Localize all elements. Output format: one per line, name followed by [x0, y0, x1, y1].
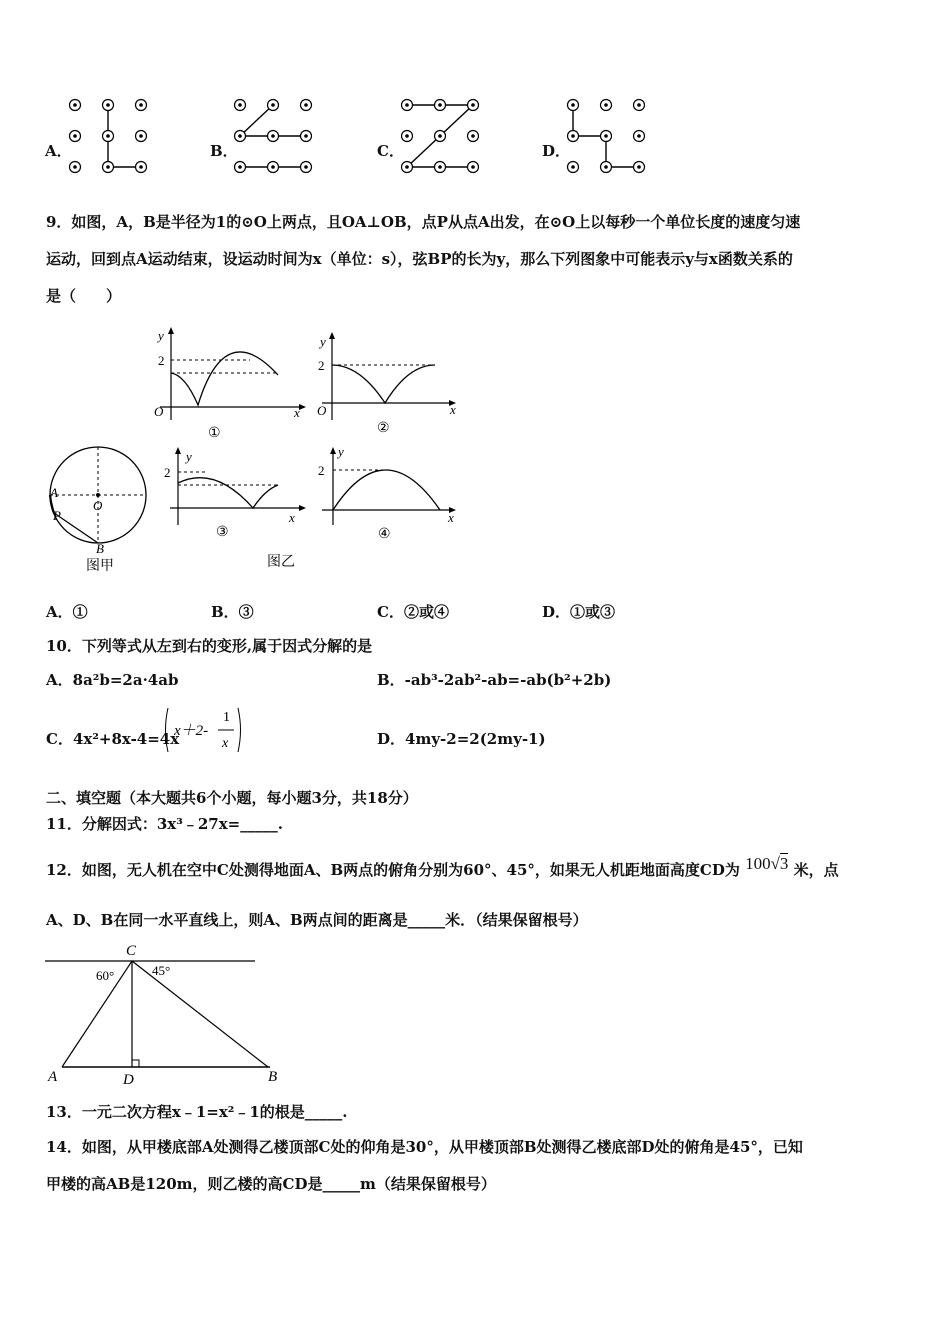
q9-line1: 9．如图，A，B是半径为1的⊙O上两点，且OA⊥OB，点P从点A出发，在⊙O上以每秒一个单位长度的速度匀速 [46, 213, 801, 231]
grid-dot-center [571, 134, 575, 138]
q12-line1b: 米，点 [793, 861, 839, 879]
g4-y-label: y [338, 444, 344, 459]
graph-2 [317, 332, 456, 436]
g3-y-label: y [186, 449, 192, 464]
caption-left: 图甲 [86, 559, 114, 574]
g2-origin: O [317, 403, 327, 418]
graph-4 [267, 444, 456, 570]
grid-dot-center [73, 165, 77, 169]
dot-grid-line [240, 105, 273, 136]
q13: 13．一元二次方程x﹣1=x²﹣1的根是_____. [46, 1103, 348, 1121]
q10-c-paren-text: x＋2- [174, 723, 209, 739]
grid-dot-center [438, 103, 442, 107]
grid-dot-center [571, 165, 575, 169]
q8-label-c: C． [377, 142, 404, 160]
grid-dot-center [304, 134, 308, 138]
grid-dot-center [271, 134, 275, 138]
g1-label: ① [208, 426, 221, 441]
q12-line2: A、D、B在同一水平直线上，则A、B两点间的距离是_____米．（结果保留根号） [46, 911, 588, 929]
q11: 11．分解因式：3x³﹣27x=_____. [46, 815, 283, 833]
graph-1 [154, 327, 306, 441]
g1-x-label: x [294, 405, 300, 420]
grid-dot-center [571, 103, 575, 107]
circle-figure [49, 447, 146, 574]
graph-3 [164, 447, 306, 540]
g2-label: ② [377, 421, 390, 436]
grid-dot-center [604, 165, 608, 169]
q8-options [40, 90, 680, 190]
q12-line1a: 12．如图，无人机在空中C处测得地面A、B两点的俯角分别为60°、45°，如果无人机距地面高度CD为 [46, 861, 740, 879]
grid-dot-center [106, 103, 110, 107]
g4-tick-2: 2 [318, 463, 325, 478]
q8-dot-grids [40, 90, 680, 190]
grid-dot-center [405, 165, 409, 169]
q10-c-denominator: x [222, 736, 229, 751]
grid-dot-center [471, 165, 475, 169]
q10-option-b: B．-ab³-2ab²-ab=-ab(b²+2b) [377, 671, 612, 689]
circle-label-o: O [93, 498, 103, 513]
q9-option-d: D．①或③ [542, 603, 616, 621]
grid-dot-center [238, 134, 242, 138]
q10-c-numerator: 1 [223, 710, 230, 725]
sqrt-sign: √ [770, 854, 780, 873]
grid-dot-center [637, 165, 641, 169]
grid-dot-center [271, 103, 275, 107]
g4-x-label: x [448, 510, 454, 525]
q12-angle-60: 60° [96, 968, 115, 983]
section-2-heading: 二、填空题（本大题共6个小题，每小题3分，共18分） [46, 789, 418, 807]
caption-right: 图乙 [267, 555, 295, 570]
q9-option-c: C．②或④ [377, 603, 449, 621]
q10-option-c [46, 705, 306, 755]
q9-line3: 是（ ） [46, 287, 122, 305]
q9-line2: 运动，回到点A运动结束，设运动时间为x（单位：s），弦BP的长为y，那么下列图象中可能表示y与x函数关系的 [46, 250, 793, 268]
grid-dot-center [471, 134, 475, 138]
grid-dot-center [271, 165, 275, 169]
q10-option-a: A．8a²b=2a·4ab [46, 671, 179, 689]
grid-dot-center [238, 103, 242, 107]
grid-dot-center [604, 134, 608, 138]
q9-option-a: A．① [46, 603, 88, 621]
q9-option-b: B．③ [211, 603, 254, 621]
q10-option-c-fraction [162, 705, 244, 755]
q14-line2: 甲楼的高AB是120m，则乙楼的高CD是_____m（结果保留根号） [46, 1175, 496, 1193]
q10-option-d: D．4my-2=2(2my-1) [377, 730, 546, 748]
circle-label-b: B [96, 541, 104, 556]
grid-dot-center [139, 165, 143, 169]
grid-dot-center [139, 103, 143, 107]
grid-dot-center [637, 103, 641, 107]
circle-label-p: P [53, 508, 61, 523]
q12-value [745, 854, 788, 873]
grid-dot-center [604, 103, 608, 107]
q8-label-d: D． [542, 142, 571, 160]
grid-dot-center [238, 165, 242, 169]
g3-label: ③ [216, 525, 229, 540]
grid-dot-center [304, 103, 308, 107]
grid-dot-center [304, 165, 308, 169]
grid-dot-center [405, 103, 409, 107]
q12-point-b: B [268, 1069, 278, 1085]
grid-dot-center [73, 134, 77, 138]
grid-dot-center [438, 134, 442, 138]
q9-figure [40, 325, 465, 585]
g1-y-label: y [158, 328, 164, 343]
g1-origin: O [154, 404, 164, 419]
g2-tick-2: 2 [318, 358, 325, 373]
q8-label-b: B． [210, 142, 238, 160]
q12-value-num: 100 [745, 854, 771, 873]
q12-line1 [46, 854, 839, 880]
q10-option-c-prefix: C．4x²+8x-4=4x [46, 730, 180, 748]
g4-label: ④ [378, 527, 391, 542]
grid-dot-center [139, 134, 143, 138]
g2-x-label: x [450, 402, 456, 417]
q14-line1: 14．如图，从甲楼底部A处测得乙楼顶部C处的仰角是30°，从甲楼顶部B处测得乙楼底部D处的俯角是45°，已知 [46, 1138, 803, 1156]
q12-angle-45: 45° [152, 963, 171, 978]
grid-dot-center [405, 134, 409, 138]
q10-stem: 10．下列等式从左到右的变形,属于因式分解的是 [46, 637, 373, 655]
g3-tick-2: 2 [164, 465, 171, 480]
q8-label-a: A． [45, 142, 72, 160]
grid-dot-center [637, 134, 641, 138]
grid-dot-center [73, 103, 77, 107]
q12-point-a: A [48, 1069, 58, 1085]
circle-label-a: A [50, 485, 58, 500]
grid-dot-center [106, 134, 110, 138]
g2-y-label: y [320, 334, 326, 349]
grid-dot-center [106, 165, 110, 169]
g1-tick-2: 2 [158, 353, 165, 368]
q12-figure [40, 940, 278, 1090]
q12-point-c: C [126, 943, 137, 959]
q12-point-d: D [123, 1072, 134, 1088]
grid-dot-center [471, 103, 475, 107]
q12-radicand: 3 [779, 854, 789, 873]
grid-dot-center [438, 165, 442, 169]
g3-x-label: x [289, 510, 295, 525]
